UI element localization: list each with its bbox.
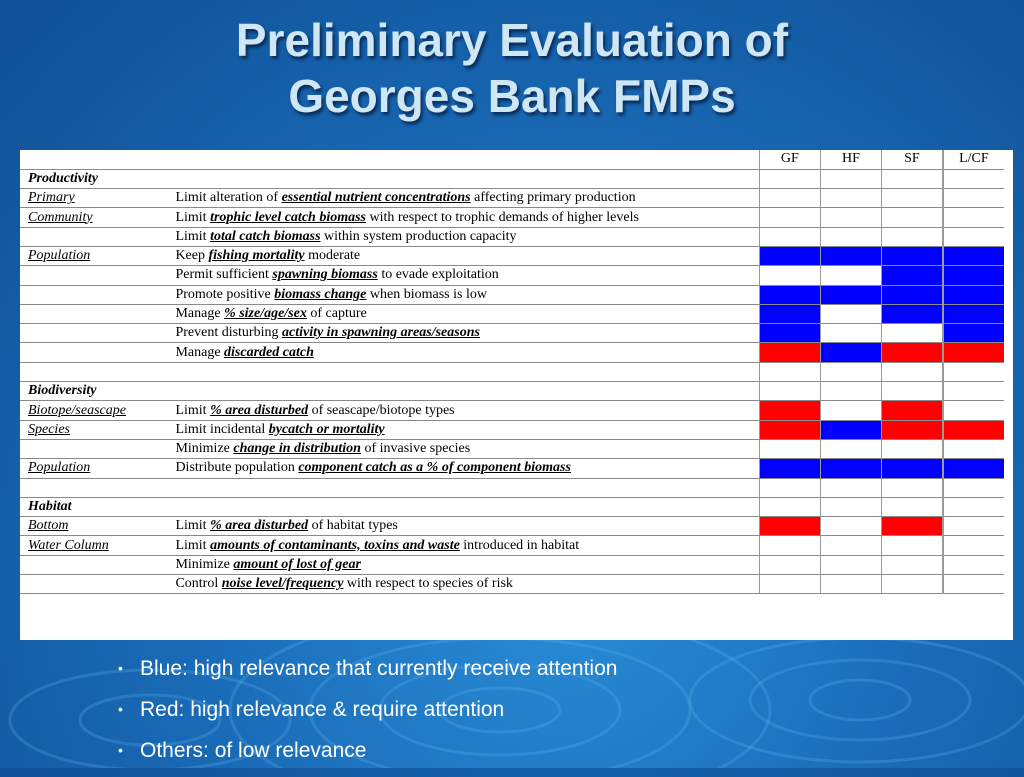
row-category [20, 555, 167, 574]
rating-cell-gf [759, 362, 820, 381]
table-row [20, 285, 1004, 304]
title-line-2: Georges Bank FMPs [288, 70, 736, 122]
row-description-pre: Distribute population [175, 460, 299, 476]
row-description [167, 420, 759, 439]
row-description [167, 517, 759, 536]
row-description-post: affecting primary production [470, 190, 636, 206]
rating-cell-hf [820, 285, 881, 304]
row-category [20, 227, 167, 246]
row-description [167, 266, 759, 285]
row-category [20, 459, 167, 478]
row-description-post: with respect to trophic demands of higher levels [366, 209, 639, 225]
row-category-label: Population [28, 248, 91, 264]
bullet-item [118, 695, 617, 736]
row-description-key: total catch biomass [210, 228, 321, 244]
rating-cell-sf [882, 285, 943, 304]
rating-cell-hf [820, 304, 881, 323]
row-description-key: activity in spawning areas/seasons [281, 325, 480, 341]
rating-cell-gf [759, 382, 820, 401]
rating-cell-hf [820, 459, 881, 478]
table-row [20, 517, 1004, 536]
rating-cell-lcf [943, 246, 1004, 265]
row-category-label: Population [28, 460, 91, 476]
row-description-post: to evade exploitation [377, 267, 499, 283]
row-description-pre: Prevent disturbing [175, 325, 282, 341]
row-category [20, 246, 167, 265]
row-description-pre: Limit alteration of [175, 190, 282, 206]
row-description-pre: Minimize [175, 441, 234, 457]
row-description [167, 285, 759, 304]
row-description [167, 189, 759, 208]
rating-cell-hf [820, 439, 881, 458]
rating-cell-gf [759, 459, 820, 478]
row-description [167, 439, 759, 458]
bullet-dot-icon: • [118, 660, 123, 676]
table-row [20, 439, 1004, 458]
row-category [20, 478, 167, 497]
rating-cell-gf [759, 324, 820, 343]
row-category [20, 208, 167, 227]
row-description [167, 382, 759, 401]
row-category-label: Productivity [28, 170, 98, 186]
row-description-pre: Manage [175, 306, 225, 322]
row-description-post: of invasive species [360, 441, 471, 457]
column-header-sf: SF [882, 150, 943, 169]
row-description-pre: Limit [175, 518, 211, 534]
rating-cell-lcf [943, 536, 1004, 555]
evaluation-table [20, 150, 1004, 594]
column-header-gf: GF [759, 150, 820, 169]
row-category [20, 169, 167, 188]
rating-cell-lcf [943, 459, 1004, 478]
row-description-pre: Limit [175, 228, 211, 244]
rating-cell-lcf [943, 497, 1004, 516]
row-description-pre: Control [175, 576, 222, 592]
row-description-key: essential nutrient concentrations [281, 190, 471, 206]
row-category [20, 575, 167, 594]
bullet-text: Blue: high relevance that currently receive attention [140, 657, 618, 680]
row-description [167, 246, 759, 265]
rating-cell-sf [882, 266, 943, 285]
row-category-label: Community [28, 209, 93, 225]
row-description-key: amount of lost of gear [233, 556, 361, 572]
table-row [20, 227, 1004, 246]
row-description-pre: Promote positive [175, 286, 275, 302]
table-row [20, 266, 1004, 285]
rating-cell-lcf [943, 285, 1004, 304]
rating-cell-gf [759, 304, 820, 323]
rating-cell-lcf [943, 324, 1004, 343]
row-description-post: moderate [304, 248, 361, 264]
rating-cell-sf [882, 304, 943, 323]
table-row [20, 459, 1004, 478]
row-description-pre: Manage [175, 344, 225, 360]
row-description [167, 555, 759, 574]
rating-cell-sf [882, 439, 943, 458]
row-category-label: Water Column [28, 537, 109, 553]
rating-cell-sf [882, 575, 943, 594]
row-description-post: of capture [306, 306, 367, 322]
row-description-key: biomass change [274, 286, 367, 302]
rating-cell-sf [882, 189, 943, 208]
row-category [20, 189, 167, 208]
table-row [20, 401, 1004, 420]
rating-cell-sf [882, 382, 943, 401]
rating-cell-sf [882, 246, 943, 265]
table-row [20, 324, 1004, 343]
row-description-post: introduced in habitat [459, 537, 580, 553]
table-row [20, 575, 1004, 594]
row-category [20, 285, 167, 304]
rating-cell-gf [759, 401, 820, 420]
rating-cell-lcf [943, 169, 1004, 188]
row-description [167, 536, 759, 555]
row-category-label: Habitat [28, 498, 72, 514]
row-description-pre: Permit sufficient [175, 267, 273, 283]
rating-cell-sf [882, 497, 943, 516]
rating-cell-lcf [943, 343, 1004, 362]
table-row [20, 382, 1004, 401]
rating-cell-gf [759, 478, 820, 497]
title-line-1: Preliminary Evaluation of [235, 14, 789, 66]
rating-cell-gf [759, 246, 820, 265]
rating-cell-hf [820, 208, 881, 227]
rating-cell-gf [759, 169, 820, 188]
table-header-row [20, 150, 1004, 169]
rating-cell-lcf [943, 575, 1004, 594]
row-category [20, 304, 167, 323]
bullet-text: Red: high relevance & require attention [140, 698, 505, 721]
header-empty-desc [167, 150, 759, 169]
row-category [20, 497, 167, 516]
rating-cell-hf [820, 266, 881, 285]
row-description [167, 459, 759, 478]
rating-cell-hf [820, 324, 881, 343]
table-row [20, 246, 1004, 265]
row-category [20, 401, 167, 420]
rating-cell-gf [759, 343, 820, 362]
row-description-key: amounts of contaminants, toxins and waste [210, 537, 460, 553]
row-category [20, 266, 167, 285]
rating-cell-sf [882, 478, 943, 497]
row-category [20, 343, 167, 362]
row-description-post: of habitat types [308, 518, 398, 534]
rating-cell-sf [882, 420, 943, 439]
table-row [20, 343, 1004, 362]
row-description [167, 324, 759, 343]
rating-cell-sf [882, 227, 943, 246]
rating-cell-sf [882, 208, 943, 227]
rating-cell-lcf [943, 304, 1004, 323]
rating-cell-hf [820, 536, 881, 555]
row-category-label: Biodiversity [28, 383, 97, 399]
rating-cell-hf [820, 497, 881, 516]
rating-cell-hf [820, 343, 881, 362]
rating-cell-lcf [943, 517, 1004, 536]
row-description [167, 208, 759, 227]
rating-cell-gf [759, 497, 820, 516]
rating-cell-gf [759, 227, 820, 246]
rating-cell-hf [820, 362, 881, 381]
rating-cell-hf [820, 517, 881, 536]
row-description-pre: Minimize [175, 556, 234, 572]
row-description-key: % area disturbed [210, 402, 309, 418]
rating-cell-gf [759, 517, 820, 536]
rating-cell-hf [820, 382, 881, 401]
row-category [20, 536, 167, 555]
row-description-post: with respect to species of risk [343, 576, 513, 592]
row-description-pre: Limit incidental [175, 421, 269, 437]
slide-title [0, 12, 1024, 124]
row-category [20, 382, 167, 401]
row-description-key: bycatch or mortality [268, 421, 385, 437]
row-category-label: Bottom [28, 518, 69, 534]
row-description-pre: Limit [175, 537, 211, 553]
row-category [20, 420, 167, 439]
rating-cell-gf [759, 439, 820, 458]
bullet-item [118, 736, 617, 777]
table-row [20, 497, 1004, 516]
row-description-key: change in distribution [233, 441, 361, 457]
bullet-text: Others: of low relevance [140, 739, 367, 762]
rating-cell-hf [820, 401, 881, 420]
row-description-pre: Limit [175, 209, 211, 225]
table-row [20, 555, 1004, 574]
column-header-hf: HF [820, 150, 881, 169]
row-category [20, 439, 167, 458]
table-row [20, 304, 1004, 323]
rating-cell-lcf [943, 382, 1004, 401]
rating-cell-lcf [943, 362, 1004, 381]
row-description-key: spawning biomass [272, 267, 378, 283]
row-category-label: Primary [28, 190, 75, 206]
rating-cell-hf [820, 575, 881, 594]
rating-cell-hf [820, 169, 881, 188]
rating-cell-sf [882, 517, 943, 536]
row-description [167, 497, 759, 516]
rating-cell-lcf [943, 266, 1004, 285]
header-empty-cat [20, 150, 167, 169]
row-description-key: % size/age/sex [224, 306, 307, 322]
row-category-label: Biotope/seascape [28, 402, 126, 418]
row-description [167, 478, 759, 497]
row-description-key: fishing mortality [208, 248, 305, 264]
table-row [20, 536, 1004, 555]
rating-cell-lcf [943, 401, 1004, 420]
rating-cell-hf [820, 246, 881, 265]
bullet-dot-icon: • [118, 701, 123, 717]
rating-cell-lcf [943, 189, 1004, 208]
row-description [167, 575, 759, 594]
rating-cell-gf [759, 575, 820, 594]
row-category [20, 324, 167, 343]
rating-cell-sf [882, 459, 943, 478]
row-category [20, 362, 167, 381]
rating-cell-lcf [943, 208, 1004, 227]
table-row [20, 169, 1004, 188]
bullet-item [118, 654, 617, 695]
rating-cell-sf [882, 324, 943, 343]
rating-cell-gf [759, 189, 820, 208]
row-description-post: when biomass is low [366, 286, 487, 302]
rating-cell-hf [820, 478, 881, 497]
rating-cell-gf [759, 208, 820, 227]
table-row [20, 420, 1004, 439]
row-description-pre: Limit [175, 402, 211, 418]
rating-cell-hf [820, 189, 881, 208]
rating-cell-lcf [943, 439, 1004, 458]
column-header-lcf: L/CF [943, 150, 1004, 169]
row-category [20, 517, 167, 536]
rating-cell-sf [882, 169, 943, 188]
table-row [20, 478, 1004, 497]
rating-cell-sf [882, 555, 943, 574]
rating-cell-hf [820, 227, 881, 246]
row-description-pre: Keep [175, 248, 209, 264]
rating-cell-gf [759, 420, 820, 439]
row-description [167, 401, 759, 420]
rating-cell-lcf [943, 478, 1004, 497]
rating-cell-sf [882, 343, 943, 362]
rating-cell-hf [820, 420, 881, 439]
rating-cell-gf [759, 555, 820, 574]
rating-cell-lcf [943, 227, 1004, 246]
rating-cell-lcf [943, 555, 1004, 574]
rating-cell-hf [820, 555, 881, 574]
rating-cell-sf [882, 401, 943, 420]
table-row [20, 362, 1004, 381]
row-description [167, 227, 759, 246]
legend-bullets [118, 654, 617, 777]
row-description-key: trophic level catch biomass [210, 209, 366, 225]
bullet-dot-icon: • [118, 742, 123, 758]
row-description-post: within system production capacity [320, 228, 517, 244]
evaluation-table-panel [20, 150, 1013, 640]
row-description [167, 169, 759, 188]
row-description-key: discarded catch [224, 344, 314, 360]
row-description [167, 304, 759, 323]
rating-cell-sf [882, 362, 943, 381]
row-category-label: Species [28, 421, 70, 437]
rating-cell-lcf [943, 420, 1004, 439]
row-description [167, 343, 759, 362]
table-row [20, 208, 1004, 227]
row-description-key: % area disturbed [210, 518, 309, 534]
table-row [20, 189, 1004, 208]
row-description [167, 362, 759, 381]
rating-cell-gf [759, 285, 820, 304]
rating-cell-gf [759, 266, 820, 285]
row-description-key: component catch as a % of component biomass [298, 460, 571, 476]
row-description-key: noise level/frequency [221, 576, 344, 592]
rating-cell-gf [759, 536, 820, 555]
row-description-post: of seascape/biotope types [308, 402, 455, 418]
rating-cell-sf [882, 536, 943, 555]
